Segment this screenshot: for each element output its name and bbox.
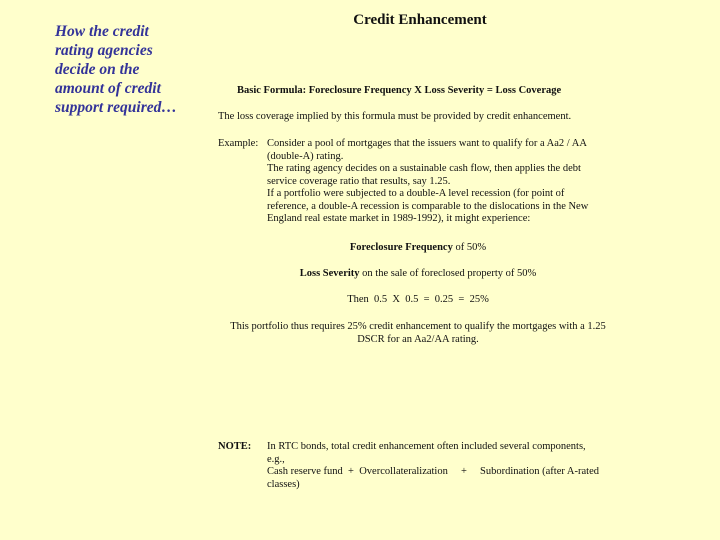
- basic-formula: Basic Formula: Foreclosure Frequency X Loss Severity = Loss Coverage: [237, 85, 562, 96]
- note-line: Cash reserve fund + Overcollateralization + Subordination (after A-rated: [267, 466, 599, 477]
- note-line: classes): [267, 478, 300, 490]
- example-line: Consider a pool of mortgages that the issuers want to qualify for a Aa2 / AA: [267, 138, 587, 149]
- loss-severity-label: Loss Severity: [299, 268, 360, 279]
- side-heading-line: support required…: [55, 99, 177, 116]
- calculation: Then 0.5 X 0.5 = 0.25 = 25%: [347, 294, 489, 305]
- note-body: [267, 441, 627, 491]
- example-line: If a portfolio were subjected to a double-A level recession (for point of: [267, 188, 565, 199]
- example-line: (double-A) rating.: [267, 150, 344, 162]
- foreclosure-frequency-line: [218, 242, 618, 255]
- note-label: NOTE:: [218, 441, 252, 452]
- foreclosure-frequency-label: Foreclosure Frequency: [349, 242, 453, 253]
- loss-severity-value: on the sale of foreclosed property of 50%: [359, 268, 537, 279]
- conclusion-line: DSCR for an Aa2/AA rating.: [357, 333, 479, 345]
- side-heading-line: decide on the: [55, 61, 140, 78]
- foreclosure-frequency-value: of 50%: [452, 242, 487, 253]
- example-body: [267, 138, 627, 226]
- side-heading: [55, 22, 215, 117]
- side-heading-line: How the credit: [55, 23, 149, 40]
- conclusion-line: This portfolio thus requires 25% credit enhancement to qualify the mortgages with a 1.25: [230, 321, 606, 332]
- example-label: Example:: [218, 138, 259, 149]
- side-heading-line: rating agencies: [55, 42, 153, 59]
- note-line: e.g.,: [267, 453, 285, 465]
- example-line: service coverage ratio that results, say 1.25.: [267, 175, 451, 187]
- example-line: reference, a double-A recession is comparable to the dislocations in the New: [267, 200, 589, 212]
- example-line: England real estate market in 1989-1992), it might experience:: [267, 213, 531, 224]
- side-heading-line: amount of credit: [55, 80, 161, 97]
- loss-severity-line: [218, 268, 618, 281]
- coverage-text: The loss coverage implied by this formula must be provided by credit enhancement.: [218, 111, 572, 122]
- conclusion: [218, 321, 618, 346]
- example-line: The rating agency decides on a sustainable cash flow, then applies the debt: [267, 163, 581, 174]
- page-title: Credit Enhancement: [353, 12, 487, 28]
- note-line: In RTC bonds, total credit enhancement often included several components,: [267, 441, 586, 452]
